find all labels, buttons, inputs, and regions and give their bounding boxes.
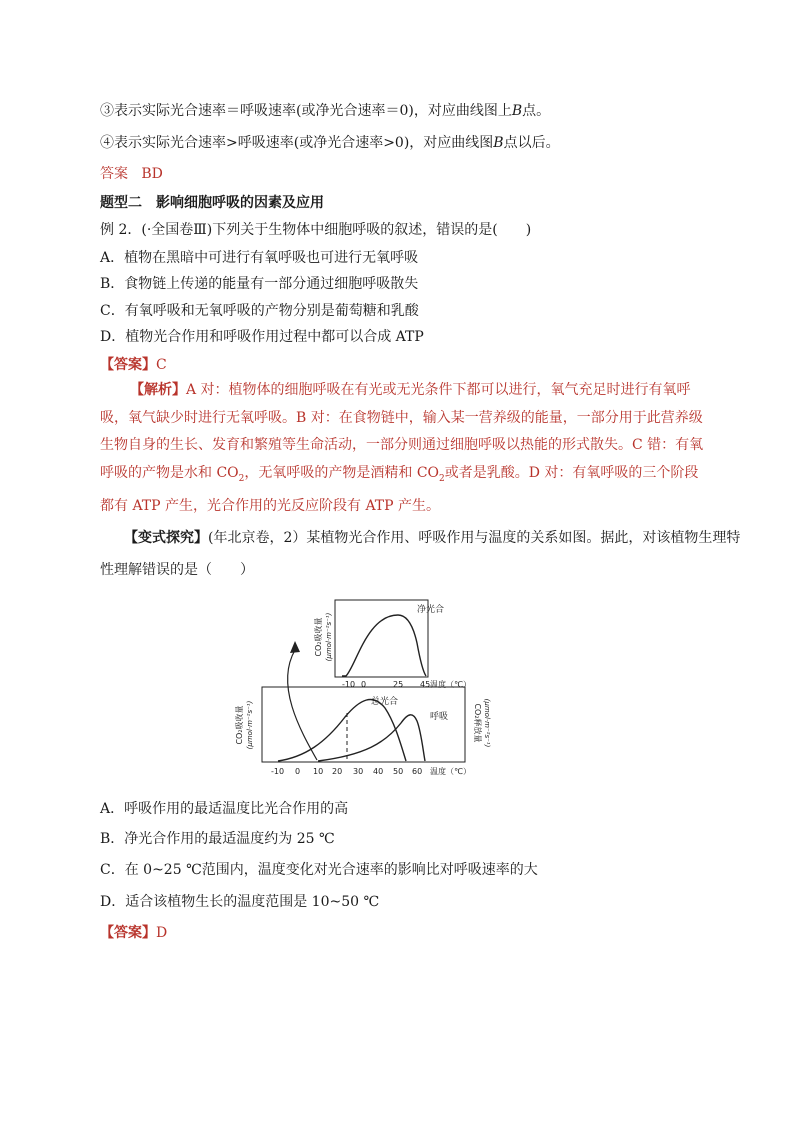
top-chart-frame — [335, 600, 428, 677]
line-text: 点。 — [522, 103, 551, 119]
net-photosynthesis-label: 净光合 — [417, 605, 445, 615]
variant-text: (年北京卷，2）某植物光合作用、呼吸作用与温度的关系如图。据此，对该植物生理特 — [208, 530, 741, 546]
answer-label: 【答案】 — [100, 357, 156, 373]
temperature-figure — [225, 595, 495, 780]
answer-value: D — [156, 925, 168, 941]
bottom-tick: 30 — [353, 767, 364, 776]
bottom-tick: -10 — [271, 767, 285, 776]
answer-label: 答案 — [100, 166, 128, 182]
bottom-tick: 20 — [332, 767, 343, 776]
bottom-tick: 40 — [373, 767, 384, 776]
point-label: B — [493, 135, 504, 151]
analysis-text: 或者是乳酸。D 对：有氧呼吸的三个阶段都有 ATP 产生，光合作用的光反应阶段有 ATP 产生。 — [100, 464, 699, 514]
top-tick: 25 — [393, 680, 404, 689]
variant-option-c: C．在 0~25 ℃范围内，温度变化对光合速率的影响比对呼吸速率的大 — [100, 862, 538, 878]
gross-photosynthesis-label: 总光合 — [371, 697, 399, 707]
bottom-right-yunit: (μmol·m⁻²s⁻¹) — [483, 698, 491, 748]
answer-line — [100, 355, 167, 375]
top-tick: 45 — [420, 680, 431, 689]
text-line — [100, 133, 560, 153]
text-line — [100, 101, 550, 121]
respiration-label: 呼吸 — [430, 712, 449, 722]
analysis-text: A 对：植物体的细胞呼吸在有光或无光条件下都可以进行，氧气充足时进行有氧呼吸，氧气缺少时进行无氧呼吸。B 对：在食物链中，输入某一营养级的能量，一部分用于此营养级生物自身的生长、发育和繁殖等生命活动，一部分则通过细胞呼吸以热能的形式散失。C 错：有氧呼吸的产物是水和 CO — [100, 382, 704, 481]
variant-label: 【变式探究】 — [124, 530, 208, 546]
section-title: 题型二 影响细胞呼吸的因素及应用 — [100, 195, 324, 211]
analysis-label: 【解析】 — [130, 382, 186, 398]
bottom-tick: 60 — [412, 767, 423, 776]
respiration-curve — [318, 715, 425, 761]
bottom-tick: 10 — [313, 767, 324, 776]
option-a: A．植物在黑暗中可进行有氧呼吸也可进行无氧呼吸 — [100, 250, 419, 266]
top-yunit: (μmol·m⁻²s⁻¹) — [325, 612, 333, 662]
arrowhead-icon — [290, 641, 300, 653]
option-c: C．有氧呼吸和无氧呼吸的产物分别是葡萄糖和乳酸 — [100, 303, 419, 319]
analysis-text: ，无氧呼吸的产物是酒精和 CO — [244, 464, 440, 481]
net-photosynthesis-curve — [342, 615, 426, 676]
variant-option-a: A．呼吸作用的最适温度比光合作用的高 — [100, 801, 349, 817]
bottom-tick: 50 — [393, 767, 404, 776]
answer-line — [100, 164, 163, 184]
variant-option-b: B．净光合作用的最适温度约为 25 ℃ — [100, 831, 335, 847]
top-ylabel: CO₂吸收量 — [314, 617, 323, 657]
line-text: ③表示实际光合速率＝呼吸速率(或净光合速率＝0)，对应曲线图上 — [100, 103, 512, 119]
option-b: B．食物链上传递的能量有一部分通过细胞呼吸散失 — [100, 276, 419, 292]
answer-label: 【答案】 — [100, 925, 156, 941]
variant-option-d: D．适合该植物生长的温度范围是 10~50 ℃ — [100, 894, 380, 910]
top-tick: 0 — [361, 680, 367, 689]
bottom-left-ylabel: CO₂吸收量 — [235, 705, 244, 745]
top-tick: -10 — [342, 680, 356, 689]
answer-value: C — [156, 357, 167, 373]
top-xlabel: 温度（℃） — [430, 680, 471, 689]
subscript: 2 — [439, 473, 445, 484]
bottom-tick: 0 — [295, 767, 301, 776]
connector-arrow — [288, 650, 317, 760]
subscript: 2 — [238, 473, 245, 484]
variant-answer-line — [100, 923, 167, 943]
line-text: ④表示实际光合速率>呼吸速率(或净光合速率>0)，对应曲线图 — [100, 135, 494, 151]
analysis-paragraph — [100, 377, 710, 520]
line-text: 点以后。 — [503, 135, 560, 151]
question-text: 例 2．(·全国卷Ⅲ)下列关于生物体中细胞呼吸的叙述，错误的是( ) — [100, 222, 532, 238]
bottom-xlabel: 温度（℃） — [430, 767, 471, 776]
gross-photosynthesis-curve — [278, 699, 406, 761]
variant-question-line — [124, 528, 740, 548]
bottom-right-ylabel: CO₂释放量 — [473, 703, 482, 743]
answer-value: BD — [141, 166, 163, 182]
variant-question-line-2: 性理解错误的是（ ） — [100, 562, 254, 578]
point-label: B — [511, 103, 523, 119]
option-d: D．植物光合作用和呼吸作用过程中都可以合成 ATP — [100, 329, 424, 345]
bottom-left-yunit: (μmol·m⁻²s⁻¹) — [246, 700, 254, 750]
